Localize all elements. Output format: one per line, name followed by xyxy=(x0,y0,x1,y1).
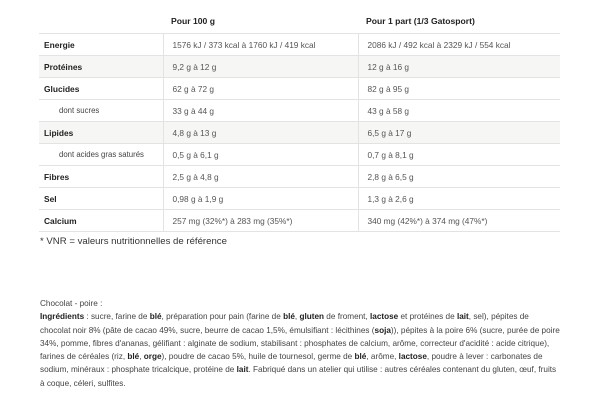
ingredient-text: de froment, xyxy=(324,312,370,322)
value-per-portion: 12 g à 16 g xyxy=(358,56,560,78)
ingredient-text: , poudre à lever : carbonates de sodium, minéraux : phosphate tricalcique, protéine de xyxy=(40,352,543,375)
nutrient-label: Fibres xyxy=(39,166,163,188)
value-per-portion: 2,8 g à 6,5 g xyxy=(358,166,560,188)
value-per-100g: 4,8 g à 13 g xyxy=(163,122,358,144)
value-per-100g: 33 g à 44 g xyxy=(163,100,358,122)
value-per-portion: 0,7 g à 8,1 g xyxy=(358,144,560,166)
ingredient-text: , arôme, xyxy=(366,352,399,362)
allergen-text: lait xyxy=(236,365,249,375)
table-row xyxy=(39,144,560,166)
ingredient-text: , sel), pépites de chocolat noir 8% (pâte de cacao 49%, sucre, beurre de cacao 1,5%, émulsifiant : lécithines ( xyxy=(40,312,529,335)
value-per-100g: 2,5 g à 4,8 g xyxy=(163,166,358,188)
nutrient-label: Calcium xyxy=(39,210,163,232)
header-nutrient xyxy=(39,9,163,34)
ingredients-text xyxy=(40,310,560,390)
ingredient-text: . Fabriqué dans un atelier qui utilise : autres céréales contenant du gluten, œuf, fruits à coque, céleri, sulfites. xyxy=(40,365,557,388)
header-per-100g: Pour 100 g xyxy=(171,16,215,26)
value-per-100g: 0,5 g à 6,1 g xyxy=(163,144,358,166)
table-row xyxy=(39,188,560,210)
value-per-100g: 0,98 g à 1,9 g xyxy=(163,188,358,210)
allergen-text: lactose xyxy=(370,312,399,322)
nutrient-label: Lipides xyxy=(39,122,163,144)
allergen-text: blé xyxy=(354,352,367,362)
value-per-100g: 62 g à 72 g xyxy=(163,78,358,100)
ingredient-text: et protéines de xyxy=(398,312,457,322)
table-header-row xyxy=(39,9,560,34)
value-per-portion: 340 mg (42%*) à 374 mg (47%*) xyxy=(358,210,560,232)
table-row xyxy=(39,166,560,188)
nutrient-label: dont acides gras saturés xyxy=(39,144,163,166)
ingredients-block xyxy=(40,297,560,390)
nutrient-label: dont sucres xyxy=(39,100,163,122)
table-row xyxy=(39,210,560,232)
table-row xyxy=(39,34,560,56)
allergen-text: blé xyxy=(283,312,295,322)
allergen-text: lait xyxy=(456,312,469,322)
table-row xyxy=(39,78,560,100)
vnr-note: * VNR = valeurs nutritionnelles de référence xyxy=(40,236,227,247)
value-per-portion: 2086 kJ / 492 kcal à 2329 kJ / 554 kcal xyxy=(358,34,560,56)
table-row xyxy=(39,122,560,144)
value-per-100g: 9,2 g à 12 g xyxy=(163,56,358,78)
nutrient-label: Protéines xyxy=(39,56,163,78)
allergen-text: lactose xyxy=(398,352,427,362)
ingredients-list xyxy=(40,312,560,387)
flavor-title: Chocolat - poire : xyxy=(40,299,103,308)
value-per-portion: 43 g à 58 g xyxy=(358,100,560,122)
table-row xyxy=(39,100,560,122)
ingredient-text: )), pépites à la poire 6% (sucre, purée de poire 34%, pomme, fibres d'ananas, gélifiant : alginate de sodium, stabilisant : phosphates de calcium, arôme, correcteur d'acidité : acide citrique), farines de céréales (riz, xyxy=(40,325,560,362)
nutrient-label: Sel xyxy=(39,188,163,210)
ingredient-text: ), poudre de cacao 5%, huile de tournesol, germe de xyxy=(161,352,355,362)
allergen-text: blé xyxy=(149,312,162,322)
nutrient-label: Energie xyxy=(39,34,163,56)
value-per-portion: 82 g à 95 g xyxy=(358,78,560,100)
nutrition-table xyxy=(39,9,560,232)
ingredients-label: Ingrédients xyxy=(40,312,85,322)
allergen-text: soja xyxy=(374,325,391,335)
header-per-portion: Pour 1 part (1/3 Gatosport) xyxy=(366,16,475,26)
ingredient-text: : sucre, farine de xyxy=(84,312,150,322)
value-per-100g: 257 mg (32%*) à 283 mg (35%*) xyxy=(163,210,358,232)
ingredient-text: , xyxy=(294,312,300,322)
nutrient-label: Glucides xyxy=(39,78,163,100)
value-per-portion: 6,5 g à 17 g xyxy=(358,122,560,144)
allergen-text: orge xyxy=(143,352,162,362)
nutrition-rows xyxy=(39,34,560,232)
allergen-text: blé xyxy=(127,352,140,362)
ingredient-text: , xyxy=(139,352,144,362)
allergen-text: gluten xyxy=(299,312,325,322)
ingredient-text: , préparation pour pain (farine de xyxy=(161,312,284,322)
table-row xyxy=(39,56,560,78)
value-per-100g: 1576 kJ / 373 kcal à 1760 kJ / 419 kcal xyxy=(163,34,358,56)
value-per-portion: 1,3 g à 2,6 g xyxy=(358,188,560,210)
